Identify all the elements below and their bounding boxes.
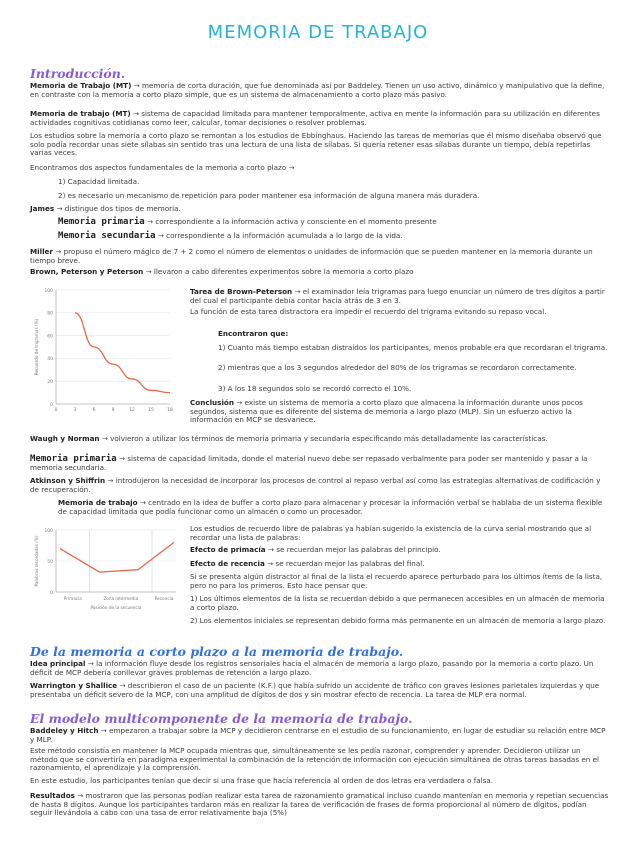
paragraph-distractor: Si se presenta algún distractor al final de la lista el recuerdo aparece perturbado para los últimos ítems de la lista, pero no para los primeros. Esto hace pensar que: — [190, 572, 603, 590]
paragraph-mp2 — [30, 455, 610, 472]
section-heading-multi: El modelo multicomponente de la memoria de trabajo. — [30, 711, 413, 726]
finding-1: 1) Cuanto más tiempo estaban distraídos los participantes, menos probable era que recordaran el trigrama. — [218, 343, 608, 352]
y-tick-label: 20 — [47, 380, 53, 385]
page-title: MEMORIA DE TRABAJO — [207, 22, 429, 43]
term-idea: Idea principal — [30, 659, 86, 668]
text-miller: → propuso el número mágico de 7 + 2 como el número de elementos o unidades de información que se pueden mantener en la memoria durante un tiempo breve. — [30, 247, 593, 265]
text-ms: → correspondiente a la información acumulada a lo largo de la vida. — [157, 231, 403, 240]
term-primacy: Efecto de primacía — [190, 545, 266, 554]
y-axis-label: Palabras recordadas (%) — [34, 535, 39, 587]
paragraph-primacy — [190, 546, 610, 555]
y-tick-label: 50 — [47, 559, 53, 565]
term-ws: Warrington y Shallice — [30, 681, 118, 690]
finding-2: 2) mientras que a los 3 segundos alrededor del 80% de los trigramas se recordaron correctamente. — [218, 363, 577, 372]
y-tick-label: 100 — [44, 288, 53, 294]
term-results: Resultados — [30, 791, 75, 800]
paragraph-mt-1 — [30, 82, 610, 99]
paragraph-aspects: Encontramos dos aspectos fundamentales de la memoria a corto plazo → — [30, 163, 295, 172]
term-task: Tarea de Brown-Peterson — [190, 287, 293, 296]
paragraph-function: La función de esta tarea distractora era impedir el recuerdo del trigrama evitando su repaso vocal. — [190, 307, 547, 316]
y-axis-label: Recuerdo de trigramas (%) — [34, 318, 39, 376]
x-tick-label: 18 — [167, 408, 173, 413]
text-idea: → la información fluye desde los registros sensoriales hacia el almacén de memoria a largo plazo, pasando por la memoria a corto plazo. Un déficit de MCP debería conllevar graves problemas de retención a largo plazo. — [30, 659, 594, 677]
term-james: James — [30, 204, 55, 213]
section-heading-mcp: De la memoria a corto plazo a la memoria de trabajo. — [30, 644, 404, 659]
paragraph-baddeley — [30, 727, 610, 744]
paragraph-idea — [30, 660, 610, 677]
text-mdt: → centrado en la idea de buffer a corto plazo para almacenar y procesar la información verbal se hablaba de un sistema flexible de capacidad limitada que podía funcionar como un almacén o como un procesador. — [58, 498, 603, 516]
paragraph-waugh-norman — [30, 435, 610, 444]
term-bpp: Brown, Peterson y Peterson — [30, 267, 144, 276]
text-as: → introdujeron la necesidad de incorporar los procesos de control al repaso verbal así como las estrategias alternativas de codificación y de recuperación. — [30, 476, 601, 494]
term-miller: Miller — [30, 247, 53, 256]
term-mt: Memoria de Trabajo (MT) — [30, 81, 132, 90]
y-tick-label: 60 — [47, 334, 53, 340]
term-mt-2: Memoria de trabajo (MT) — [30, 109, 131, 118]
text-mp2: → sistema de capacidad limitada, donde el material nuevo debe ser repasado verbalmente para poder ser mantenido y pasar a la memoria secundaria. — [30, 454, 588, 472]
paragraph-ebbinghaus: Los estudios sobre la memoria a corto plazo se remontan a los estudios de Ebbinghaus. Haciendo las tareas de memorias que él mismo diseñaba observó que solo podía recordar unas siete sílabas sin sentido tras una lectura de una lista de sílabas. Si quería retener esas sílabas durante un tiempo, debía repetirlas varias veces. — [30, 131, 602, 158]
x-tick-label: Zona intermedia — [103, 596, 139, 601]
term-as: Atkinson y Shiffrin — [30, 476, 106, 485]
text-conclusion: → existe un sistema de memoria a corto plazo que almacena la información durante unos pocos segundos, sistema que es diferente del sistema de memoria a largo plazo (MLP). Sin un esfuerzo activo la información en MCP se desvanece. — [190, 398, 583, 425]
y-tick-label: 0 — [50, 402, 53, 408]
term-recency: Efecto de recencia — [190, 559, 265, 568]
term-ms: Memoria secundaria — [58, 231, 156, 241]
text-bh: → empezaron a trabajar sobre la MCP y decidieron centrarse en el estudio de su funcionamiento, en lugar de estudiar su relación entre MCP y MLP. — [30, 726, 606, 744]
x-tick-label: 15 — [148, 408, 154, 413]
chart-serial-position — [30, 522, 180, 618]
paragraph-bpp — [30, 268, 610, 277]
y-tick-label: 0 — [50, 590, 53, 596]
paragraph-results — [30, 792, 610, 818]
paragraph-warrington — [30, 682, 610, 699]
paragraph-last-items: 1) Los últimos elementos de la lista se recuerdan debido a que permanecen accesibles en un almacén de memoria a corto plazo. — [190, 594, 605, 612]
finding-3: 3) A los 18 segundos solo se recordó correcto el 10%. — [218, 384, 412, 393]
paragraph-ms — [58, 232, 608, 241]
series-line — [60, 542, 174, 572]
term-conclusion: Conclusión — [190, 398, 234, 407]
y-tick-label: 40 — [47, 357, 53, 363]
text-recency: → se recuerdan mejor las palabras del final. — [267, 559, 425, 568]
text-task: → el examinador leía trigramas para luego enunciar un número de tres dígitos a partir del cual el participante debía contar hacia atrás de 3 en 3. — [190, 287, 605, 305]
y-tick-label: 80 — [47, 311, 53, 317]
paragraph-first-items: 2) Los elementos iniciales se representan debido forma más permanente en un almacén de memoria a largo plazo. — [190, 616, 606, 625]
text-wn: → volvieron a utilizar los términos de memoria primaria y secundaria especificando más detalladamente las características. — [101, 434, 548, 443]
y-tick-label: 100 — [44, 528, 53, 534]
text-james: → distingue dos tipos de memoria. — [56, 204, 181, 213]
text-mp: → correspondiente a la información activa y consciente en el momento presente — [147, 217, 437, 226]
term-wn: Waugh y Norman — [30, 434, 100, 443]
found-heading: Encontraron que: — [218, 329, 289, 338]
text-primacy: → se recuerdan mejor las palabras del principio. — [267, 545, 441, 554]
paragraph-conclusion — [190, 399, 610, 425]
x-tick-label: 12 — [129, 408, 135, 413]
paragraph-mdt — [58, 499, 610, 516]
term-bh: Baddeley y Hitch — [30, 726, 99, 735]
text-mt-2: → sistema de capacidad limitada para mantener temporalmente, activa en mente la información para su utilización en diferentes actividades cognitivas cotidianas como leer, calcular, tomar decisiones o resolver problemas. — [30, 109, 600, 127]
series-line — [75, 313, 170, 393]
x-tick-label: 6 — [92, 408, 96, 413]
text-bpp: → llevaron a cabo diferentes experimentos sobre la memoria a corto plazo — [145, 267, 414, 276]
x-tick-label: Primacía — [63, 596, 82, 601]
list-item-1: 1) Capacidad limitada. — [58, 177, 140, 186]
x-tick-label: Recencia — [154, 596, 174, 601]
paragraph-james — [30, 205, 610, 214]
text-results: → mostraron que las personas podían realizar esta tarea de razonamiento gramatical incluso cuando mantenían en memoria y repetían secuencias de hasta 8 dígitos. Aunque los participantes tardaron más en realizar la tarea de verificación de frases de forma proporcional al número de dígitos, podían seguir llevándola a cabo con una tasa de error relativamente baja (5%) — [30, 791, 609, 818]
x-tick-label: 3 — [73, 408, 77, 413]
section-heading-intro: Introducción. — [30, 66, 126, 81]
paragraph-task — [190, 288, 610, 305]
list-item-2: 2) es necesario un mecanismo de repetición para poder mantener esa información de alguna manera más duradera. — [58, 191, 480, 200]
x-tick-label: 0 — [54, 408, 58, 413]
chart-trigram-recall — [30, 282, 178, 416]
paragraph-method: Este método consistía en mantener la MCP ocupada mientras que, simultáneamente se les pedía razonar, comprender y aprender. Decidieron utilizar un método que se convertiría en paradigma experimental la combinación de la retención de información con ejecución simultánea de otras tareas basadas en el razonamiento, el aprendizaje y la comprensión. — [30, 746, 600, 773]
paragraph-recency — [190, 560, 610, 569]
term-mdt: Memoria de trabajo — [58, 498, 138, 507]
x-axis-label: Posición de la secuencia — [90, 605, 142, 610]
term-mp2: Memoria primaria — [30, 454, 117, 464]
term-mp: Memoria primaria — [58, 217, 145, 227]
paragraph-mt-2 — [30, 110, 610, 127]
paragraph-study: En este estudio, los participantes tenían que decir si una frase que hacía referencia al orden de dos letras era verdadera o falsa. — [30, 776, 494, 785]
paragraph-mp — [58, 218, 608, 227]
x-tick-label: 9 — [111, 408, 115, 413]
paragraph-atkinson — [30, 477, 610, 494]
paragraph-miller — [30, 248, 610, 265]
paragraph-serial: Los estudios de recuerdo libre de palabras ya habían sugerido la existencia de la curva serial mostrando que al recordar una lista de palabras: — [190, 524, 592, 542]
text-mt: → memoria de corta duración, que fue denominada así por Baddeley. Tienen un uso activo, dinámico y manipulativo que la define, en contraste con la memoria a corto plazo simple, que es un sistema de almacenamiento a corto plazo más pasivo. — [30, 81, 605, 99]
text-ws: → describieron el caso de un paciente (K.F.) que había sufrido un accidente de tráfico con graves lesiones parietales izquierdas y que presentaba un déficit severo de la MCP, con una amplitud de dígitos de dos y sin mostrar efecto de recencia. La tarea de MLP era normal. — [30, 681, 600, 699]
